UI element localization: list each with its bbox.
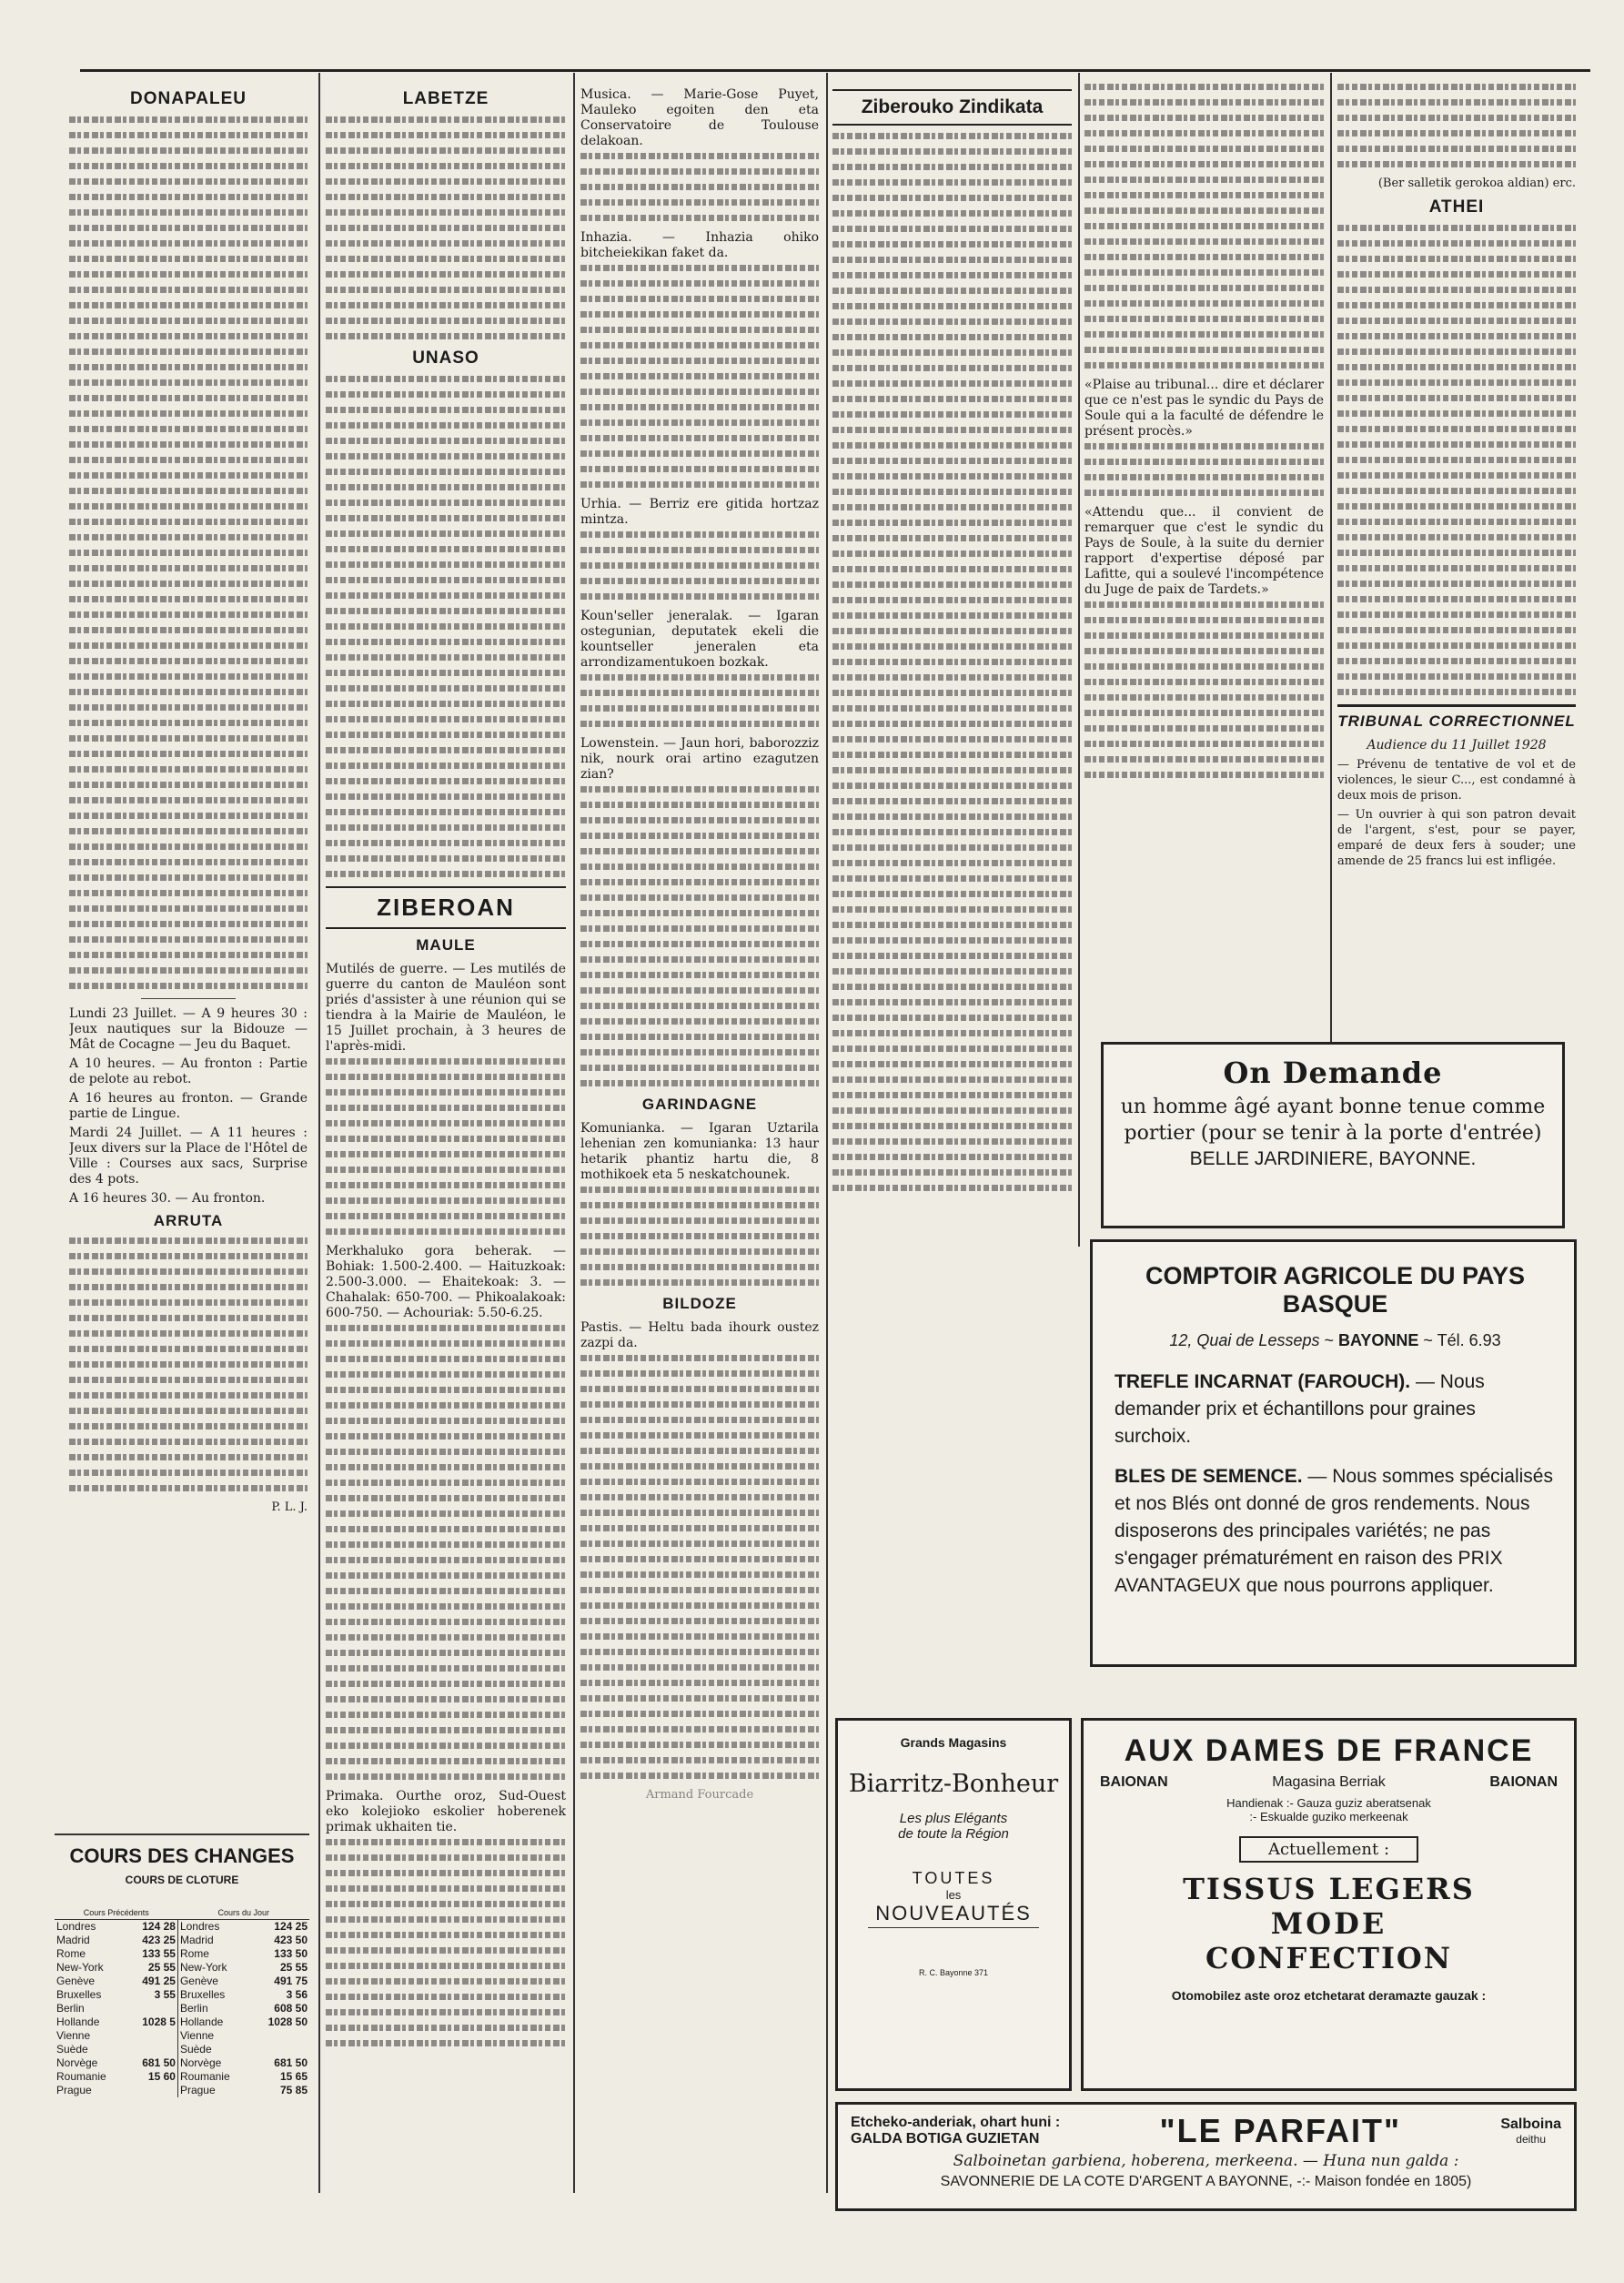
ad-line: Grands Magasins bbox=[900, 1735, 1007, 1750]
exchange-value-prev bbox=[127, 2002, 178, 2015]
exchange-value-day: 25 55 bbox=[279, 1961, 308, 1974]
ad-line: Gauza guziz aberatsenak bbox=[1296, 1796, 1431, 1810]
ad-line: Salboina bbox=[1500, 2116, 1561, 2132]
program-line: Mardi 24 Juillet. — A 11 heures : Jeux divers sur la Place de l'Hôtel de Ville : Courses aux sacs, Surprise des 4 pots. bbox=[69, 1126, 308, 1187]
exchange-value-day bbox=[251, 2043, 309, 2056]
ad-city: BAYONNE bbox=[1338, 1331, 1419, 1349]
exchange-city: Madrid bbox=[56, 1934, 90, 1946]
column-rule bbox=[826, 73, 828, 2193]
exchange-value-day: 423 50 bbox=[274, 1934, 308, 1946]
column-zindikata bbox=[832, 84, 1072, 1253]
exchange-value-prev: 3 55 bbox=[154, 1988, 176, 2001]
exchange-city: Bruxelles bbox=[56, 1988, 102, 2001]
exchange-value-prev: 133 55 bbox=[142, 1947, 176, 1960]
ad-line: SAVONNERIE DE LA COTE D'ARGENT A BAYONNE, -:- Maison fondée en 1805) bbox=[940, 2174, 1472, 2189]
ad-on-demande bbox=[1101, 1042, 1565, 1228]
ad-line: Magasina Berriak bbox=[1272, 1774, 1386, 1790]
ad-product: BLES DE SEMENCE. bbox=[1115, 1466, 1303, 1487]
section-heading: GARINDAGNE bbox=[641, 1096, 758, 1113]
exchange-city: Madrid bbox=[177, 1934, 250, 1947]
quote: «Attendu que... il convient de remarquer que c'est le syndic du Pays de Soule, à la suite du dernier rapport d'expertise déposé par Lafitte, qui a soulevé l'incompétence du Juge de paix de Tardets.» bbox=[1084, 505, 1324, 597]
column-rule bbox=[1330, 73, 1332, 1056]
exchange-city: Berlin bbox=[56, 2002, 85, 2015]
ad-biarritz-bonheur bbox=[835, 1718, 1072, 2091]
article-text bbox=[326, 1325, 566, 1780]
article-text bbox=[580, 786, 819, 1086]
table-row bbox=[55, 1988, 309, 2002]
ad-line: Otomobilez aste oroz etchetarat deramazte gauzak : bbox=[1171, 1988, 1487, 2003]
exchange-city: Hollande bbox=[177, 2015, 250, 2029]
column-rule bbox=[1078, 73, 1080, 1247]
table-row bbox=[55, 1947, 309, 1961]
exchange-value-prev: 1028 5 bbox=[142, 2015, 176, 2028]
article-text bbox=[326, 1839, 566, 2046]
table-row bbox=[55, 2043, 309, 2056]
exchange-city: Prague bbox=[177, 2084, 250, 2097]
article-text bbox=[832, 133, 1072, 1191]
ad-line: BELLE JARDINIERE, BAYONNE. bbox=[1189, 1148, 1477, 1169]
table-row bbox=[55, 2056, 309, 2070]
article-text bbox=[1337, 84, 1576, 167]
ad-rc: R. C. Bayonne 371 bbox=[918, 1968, 989, 1977]
column-maule-cont bbox=[580, 84, 819, 2204]
exchange-city: Hollande bbox=[56, 2015, 100, 2028]
exchange-value-prev: 124 28 bbox=[142, 1920, 176, 1933]
signature: (Ber salletik gerokoa aldian) erc. bbox=[1377, 177, 1576, 190]
article-text bbox=[69, 116, 308, 989]
ad-product: TREFLE INCARNAT (FAROUCH). bbox=[1115, 1371, 1411, 1392]
table-row bbox=[55, 2015, 309, 2029]
exchange-city: Bruxelles bbox=[177, 1988, 250, 2002]
ad-title: "LE PARFAIT" bbox=[1159, 2112, 1402, 2149]
column-zindikata-cont bbox=[1084, 84, 1324, 1066]
exchange-value-prev: 681 50 bbox=[142, 2056, 176, 2069]
exchange-value-prev: 491 25 bbox=[142, 1975, 176, 1987]
ad-address: 12, Quai de Lesseps bbox=[1169, 1331, 1320, 1349]
ad-line: Etcheko-anderiak, ohart huni : bbox=[851, 2115, 1061, 2130]
exchange-city: Norvège bbox=[56, 2056, 98, 2069]
exchange-value-day: 1028 50 bbox=[267, 2015, 308, 2028]
quote: «Plaise au tribunal... dire et déclarer que ce n'est pas le syndic du Pays de Soule qui a la faculté de défendre le présent procès.» bbox=[1084, 378, 1324, 439]
column-athei bbox=[1337, 84, 1576, 1066]
ad-title: AUX DAMES DE FRANCE bbox=[1124, 1733, 1534, 1768]
ad-big: TISSUS LEGERS bbox=[1183, 1872, 1475, 1906]
article-lead: Musica. — Marie-Gose Puyet, Mauleko egoiten den eta Conservatoire de Toulouse delakoan. bbox=[580, 87, 819, 148]
ad-text: — Nous sommes spécialisés et nos Blés ont donné de gros rendements. Nous disposerons des principales variétés; ne pas s'engager prématurément en raison des PRIX AVANTAGEUX que nous pourrons appliquer. bbox=[1115, 1466, 1553, 1596]
exchange-value-prev bbox=[127, 2029, 178, 2043]
exchange-city: Berlin bbox=[177, 2002, 250, 2015]
tribunal-title: TRIBUNAL CORRECTIONNEL bbox=[1337, 712, 1576, 730]
article-lead: Urhia. — Berriz ere gitida hortzaz mintza. bbox=[580, 497, 819, 527]
exchange-city: Roumanie bbox=[56, 2070, 106, 2083]
table-row bbox=[55, 1961, 309, 1975]
tribunal-date: Audience du 11 Juillet 1928 bbox=[1367, 738, 1547, 753]
table-row bbox=[55, 1975, 309, 1988]
section-heading: DONAPALEU bbox=[130, 89, 247, 108]
article-lead: Koun'seller jeneralak. — Igaran ostegunian, deputatek ekeli die kountseller jeneralen eta arrondizamentukoen bozkak. bbox=[580, 609, 819, 670]
top-rule bbox=[80, 69, 1590, 72]
article-lead: Lowenstein. — Jaun hori, baborozziz nik, nourk orai artino ezagutzen zian? bbox=[580, 736, 819, 782]
tribunal-item: — Un ouvrier à qui son patron devait de l'argent, s'est, pour se payer, emparé de deux fers à souder; une amende de 25 francs lui est infligée. bbox=[1337, 808, 1576, 868]
ad-title: Biarritz-Bonheur bbox=[848, 1770, 1059, 1798]
ad-city: BAIONAN bbox=[1489, 1774, 1558, 1790]
article-text bbox=[580, 531, 819, 600]
exchange-value-day: 681 50 bbox=[274, 2056, 308, 2069]
ad-big: CONFECTION bbox=[1205, 1941, 1453, 1975]
article-text bbox=[580, 1187, 819, 1286]
ad-address-line: 12, Quai de Lesseps ~ BAYONNE ~ Tél. 6.93 bbox=[1169, 1331, 1501, 1349]
ad-line: portier (pour se tenir à la porte d'entrée) bbox=[1124, 1122, 1542, 1145]
exchange-city: Roumanie bbox=[177, 2070, 250, 2084]
ad-text: — Nous demander prix et échantillons pour graines surchoix. bbox=[1115, 1371, 1485, 1447]
article-lead: Mutilés de guerre. — Les mutilés de guerre du canton de Mauléon sont priés d'assister à une réunion qui se tiendra à la Mairie de Mauléon, le 15 Juillet prochain, à 3 heures de l'après-midi. bbox=[326, 962, 566, 1054]
ad-line: TOUTES bbox=[912, 1869, 995, 1887]
exchange-city: Suède bbox=[177, 2043, 250, 2056]
article-lead: Komunianka. — Igaran Uztarila lehenian zen komunianka: 13 haur hetarik phantiz hartu die, 8 mothikoek eta 5 neskatchounek. bbox=[580, 1121, 819, 1182]
signature: P. L. J. bbox=[271, 1500, 308, 1514]
exchange-value-day: 133 50 bbox=[274, 1947, 308, 1960]
table-row bbox=[55, 1920, 309, 1934]
exchange-city: Vienne bbox=[56, 2029, 91, 2042]
table-row bbox=[55, 2084, 309, 2097]
exchange-value-prev bbox=[127, 2043, 178, 2056]
article-text bbox=[1084, 601, 1324, 778]
exchange-city: New-York bbox=[177, 1961, 250, 1975]
article-lead: Inhazia. — Inhazia ohiko bitcheiekikan faket da. bbox=[580, 230, 819, 260]
ad-line: Handienak bbox=[1226, 1796, 1284, 1810]
article-text bbox=[326, 376, 566, 877]
exchange-value-prev: 423 25 bbox=[142, 1934, 176, 1946]
column-labetze bbox=[326, 84, 566, 2204]
article-lead: Pastis. — Heltu bada ihourk oustez zazpi da. bbox=[580, 1320, 819, 1350]
ad-le-parfait bbox=[835, 2102, 1577, 2211]
exchange-city: Rome bbox=[56, 1947, 86, 1960]
article-text bbox=[69, 1237, 308, 1491]
exchange-title: COURS DES CHANGES bbox=[69, 1844, 295, 1867]
table-row bbox=[55, 2002, 309, 2015]
article-text bbox=[580, 674, 819, 727]
section-heading: ARRUTA bbox=[153, 1212, 224, 1229]
ad-comptoir-agricole bbox=[1090, 1239, 1577, 1667]
exchange-value-day: 608 50 bbox=[274, 2002, 308, 2015]
ad-dames-de-france: AUX DAMES DE FRANCE BAIONAN Magasina Berriak BAIONAN Handienak :- Gauza guziz aberatsenak :- Eskualde guziko merkeenak Actuellement : TISSUS LEGERS MODE CONFECTION Otomobilez aste oroz etchetarat deramazte gauzak : bbox=[1081, 1718, 1577, 2091]
ad-city: BAIONAN bbox=[1100, 1774, 1168, 1790]
footer-cut-text: Armand Fourcade bbox=[645, 1788, 754, 1802]
table-row bbox=[55, 1934, 309, 1947]
article-text bbox=[580, 265, 819, 488]
ad-big: MODE bbox=[1270, 1906, 1387, 1941]
col-header: Cours Précédents bbox=[55, 1906, 177, 1920]
tribunal-item: — Prévenu de tentative de vol et de violences, le sieur C..., est condamné à deux mois de prison. bbox=[1337, 758, 1576, 803]
exchange-value-day bbox=[251, 2029, 309, 2043]
exchange-city: Norvège bbox=[177, 2056, 250, 2070]
exchange-city: Londres bbox=[177, 1920, 250, 1934]
section-heading: BILDOZE bbox=[662, 1295, 737, 1312]
ad-line: NOUVEAUTÉS bbox=[868, 1902, 1039, 1928]
ad-line: un homme âgé ayant bonne tenue comme bbox=[1120, 1096, 1546, 1118]
ad-line: Actuellement : bbox=[1239, 1836, 1418, 1863]
article-text bbox=[326, 116, 566, 339]
ad-title: On Demande bbox=[1223, 1056, 1443, 1090]
article-text bbox=[1084, 84, 1324, 369]
exchange-value-day: 491 75 bbox=[274, 1975, 308, 1987]
ad-line: Salboinetan garbiena, hoberena, merkeena. — Huna nun galda : bbox=[953, 2152, 1459, 2170]
article-text bbox=[1084, 443, 1324, 496]
exchange-value-prev: 15 60 bbox=[147, 2070, 176, 2083]
exchange-city: New-York bbox=[56, 1961, 104, 1974]
ad-line: GALDA BOTIGA GUZIETAN bbox=[851, 2131, 1040, 2147]
exchange-rates bbox=[55, 1833, 309, 2217]
section-heading: LABETZE bbox=[402, 89, 489, 108]
program-line: A 16 heures 30. — Au fronton. bbox=[69, 1191, 266, 1206]
program-line: A 16 heures au fronton. — Grande partie de Lingue. bbox=[69, 1091, 308, 1121]
exchange-city: Vienne bbox=[177, 2029, 250, 2043]
exchange-value-day: 75 85 bbox=[279, 2084, 308, 2096]
column-rule bbox=[318, 73, 320, 2193]
exchange-value-day: 15 65 bbox=[279, 2070, 308, 2083]
exchange-subtitle: COURS DE CLOTURE bbox=[125, 1874, 239, 1886]
section-heading: MAULE bbox=[416, 936, 476, 954]
exchange-value-day: 124 25 bbox=[274, 1920, 308, 1933]
article-lead: Primaka. Ourthe oroz, Sud-Ouest eko kolejioko eskolier hoberenek primak ukhaiten tie. bbox=[326, 1789, 566, 1834]
program-line: A 10 heures. — Au fronton : Partie de pelote au rebot. bbox=[69, 1056, 308, 1086]
ad-line: Les plus Elégants bbox=[899, 1811, 1008, 1826]
article-text bbox=[580, 153, 819, 221]
exchange-city: Genève bbox=[56, 1975, 96, 1987]
section-heading: UNASO bbox=[412, 349, 479, 368]
article-text bbox=[580, 1355, 819, 1779]
section-heading: ZIBEROAN bbox=[326, 886, 566, 929]
exchange-city: Suède bbox=[56, 2043, 88, 2056]
ad-tel: Tél. 6.93 bbox=[1437, 1331, 1501, 1349]
column-rule bbox=[573, 73, 575, 2193]
ad-line: de toute la Région bbox=[898, 1826, 1009, 1842]
exchange-value-prev bbox=[127, 2084, 178, 2097]
table-row bbox=[55, 2070, 309, 2084]
ad-title: COMPTOIR AGRICOLE DU PAYS BASQUE bbox=[1145, 1262, 1526, 1318]
article-text bbox=[326, 1058, 566, 1235]
ad-line: les bbox=[945, 1888, 962, 1902]
exchange-city: Londres bbox=[56, 1920, 96, 1933]
col-header: Cours du Jour bbox=[177, 1906, 309, 1920]
article-lead: Merkhaluko gora beherak. — Bohiak: 1.500-2.400. — Haituzkoak: 2.500-3.000. — Ehaitekoak: 3. — Chahalak: 650-700. — Phikoalakoak: 600-750. — Achouriak: 5.50-6.25. bbox=[326, 1244, 566, 1320]
section-heading: Ziberouko Zindikata bbox=[832, 89, 1072, 126]
section-heading: ATHEI bbox=[1428, 197, 1485, 217]
article-text bbox=[1337, 225, 1576, 695]
ad-line: Eskualde guziko merkeenak bbox=[1259, 1810, 1408, 1823]
exchange-city: Genève bbox=[177, 1975, 250, 1988]
column-donapaleu bbox=[69, 84, 308, 1813]
exchange-table bbox=[55, 1906, 309, 2097]
program-line: Lundi 23 Juillet. — A 9 heures 30 : Jeux nautiques sur la Bidouze — Mât de Cocagne — Jeu du Baquet. bbox=[69, 1006, 308, 1052]
exchange-value-prev: 25 55 bbox=[147, 1961, 176, 1974]
ad-line: deithu bbox=[1516, 2133, 1546, 2146]
table-row bbox=[55, 2029, 309, 2043]
exchange-city: Rome bbox=[177, 1947, 250, 1961]
exchange-city: Prague bbox=[56, 2084, 92, 2096]
exchange-value-day: 3 56 bbox=[286, 1988, 308, 2001]
